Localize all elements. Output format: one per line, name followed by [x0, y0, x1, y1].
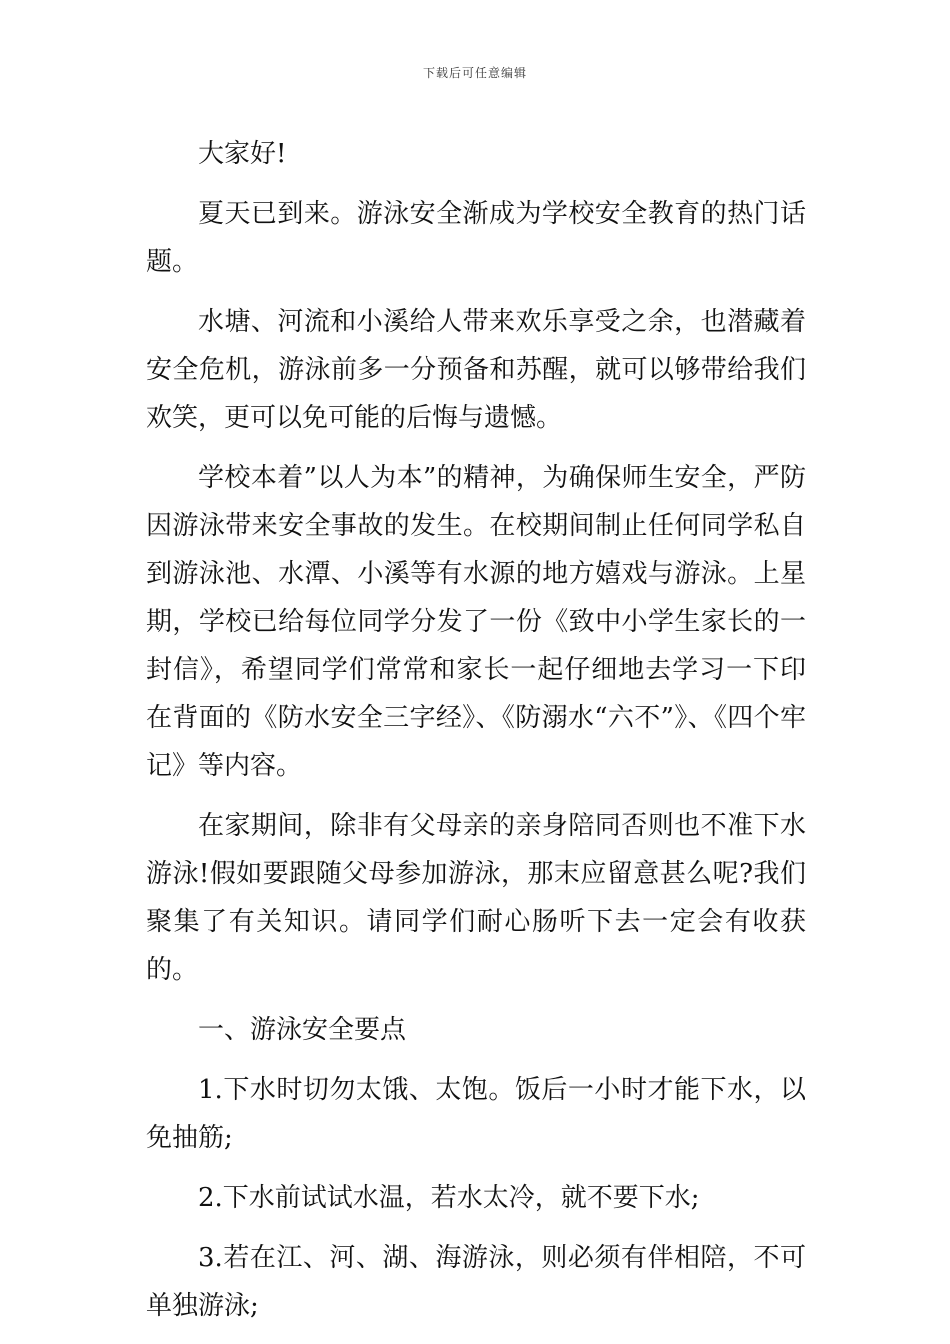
- paragraph-danger: 水塘、河流和小溪给人带来欢乐享受之余，也潜藏着安全危机，游泳前多一分预备和苏醒，就可以够带给我们欢笑，更可以免可能的后悔与遗憾。: [146, 307, 806, 433]
- list-item-point-1: 1.下水时切勿太饿、太饱。饭后一小时才能下水，以免抽筋;: [146, 1075, 806, 1153]
- paragraph-greeting: 大家好!: [198, 139, 287, 169]
- paragraph-home-rules: 在家期间，除非有父母亲的亲身陪同否则也不准下水游泳!假如要跟随父母参加游泳，那末应留意甚么呢?我们聚集了有关知识。请同学们耐心肠听下去一定会有收获的。: [146, 811, 806, 985]
- list-item-point-2: 2.下水前试试水温，若水太冷，就不要下水;: [198, 1183, 700, 1213]
- paragraph-school-policy: 学校本着”以人为本”的精神，为确保师生安全，严防因游泳带来安全事故的发生。在校期间制止任何同学私自到游泳池、水潭、小溪等有水源的地方嬉戏与游泳。上星期，学校已给每位同学分发了一份《致中小学生家长的一封信》，希望同学们常常和家长一起仔细地去学习一下印在背面的《防水安全三字经》、《防溺水“六不”》、《四个牢记》等内容。: [146, 463, 806, 781]
- document-body: [146, 130, 806, 1342]
- section-heading-safety-points: 一、游泳安全要点: [198, 1015, 407, 1045]
- list-item-point-3: 3.若在江、河、湖、海游泳，则必须有伴相陪，不可单独游泳;: [146, 1243, 806, 1321]
- page-header-note: 下载后可任意编辑: [422, 66, 527, 80]
- paragraph-intro: 夏天已到来。游泳安全渐成为学校安全教育的热门话题。: [146, 199, 806, 277]
